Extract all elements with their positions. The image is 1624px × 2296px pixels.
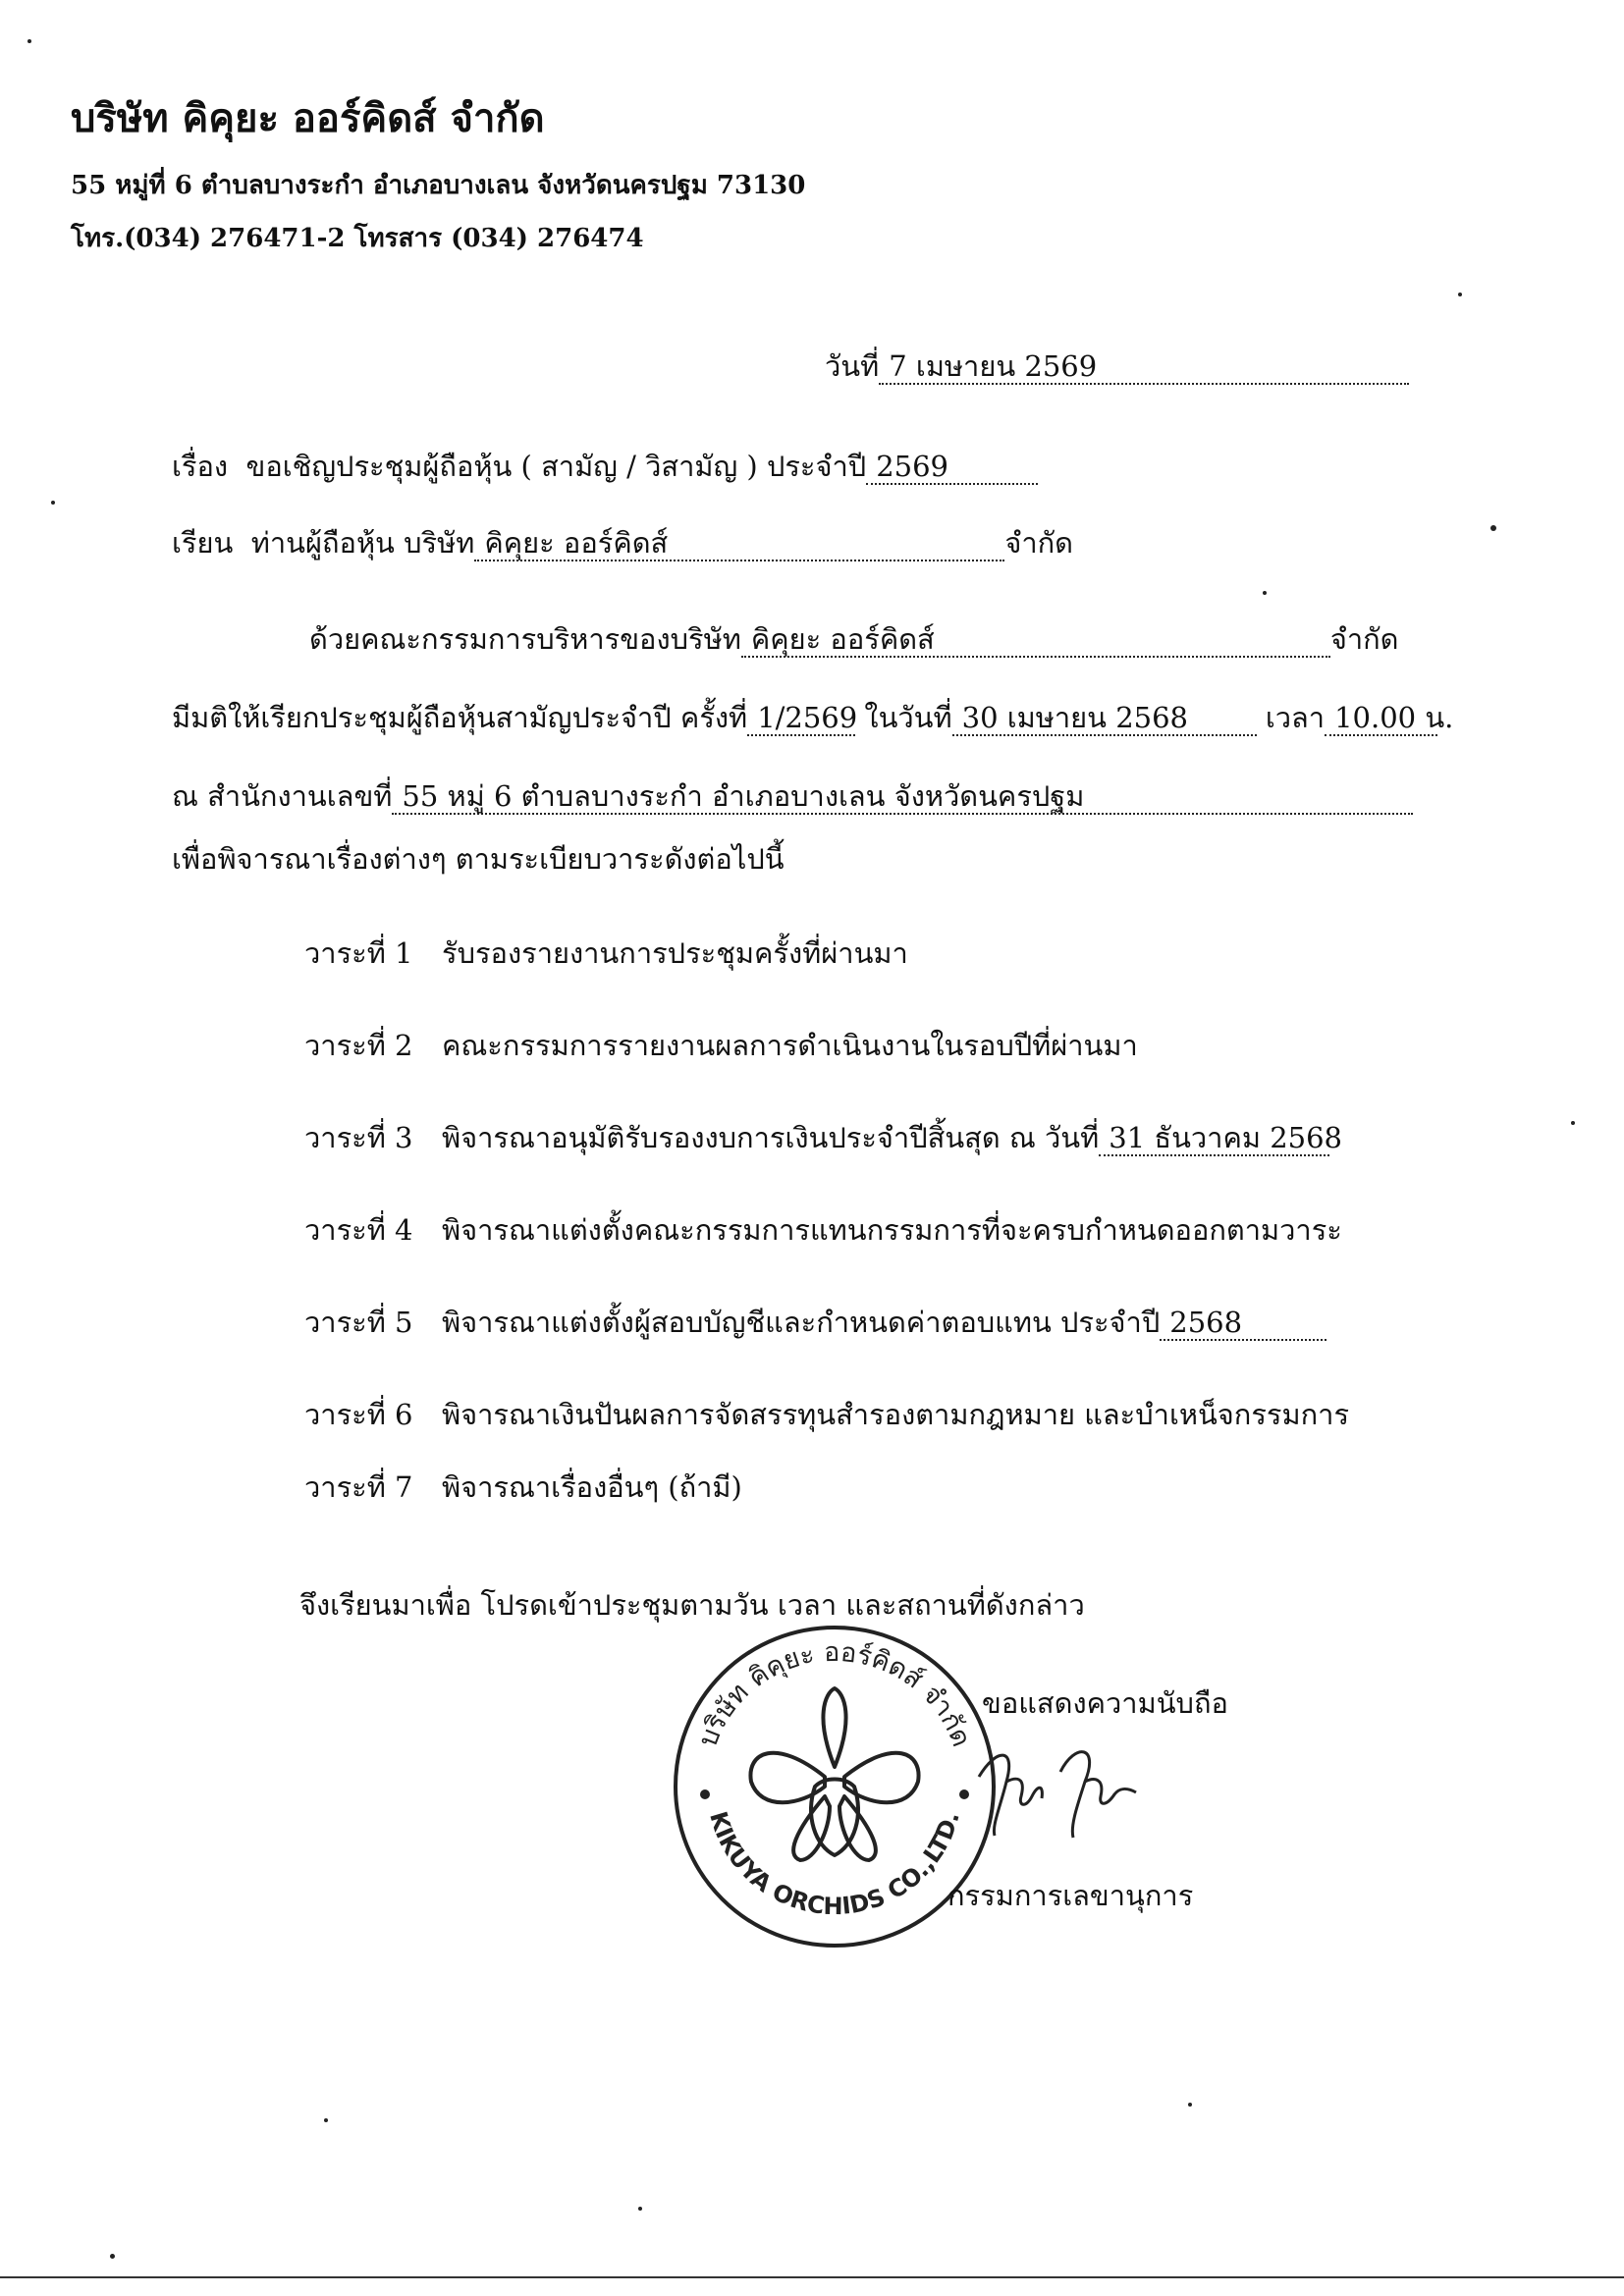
body-line-3 bbox=[172, 774, 1413, 819]
agenda-fill-value: 31 ธันวาคม 2568 bbox=[1099, 1122, 1329, 1156]
scan-speck bbox=[1490, 525, 1496, 531]
orchid-icon bbox=[750, 1688, 918, 1860]
agenda-number: วาระที่ 1 bbox=[304, 936, 413, 970]
recipient-label: เรียน bbox=[172, 526, 234, 560]
agenda-text: รับรองรายงานการประชุมครั้งที่ผ่านมา bbox=[442, 936, 908, 970]
body-line-1-prefix: ด้วยคณะกรรมการบริหารของบริษัท bbox=[309, 622, 741, 656]
subject-label: เรื่อง bbox=[172, 450, 229, 483]
agenda-number: วาระที่ 5 bbox=[304, 1306, 413, 1339]
agenda-item bbox=[304, 1207, 1342, 1253]
date-value: 7 เมษายน 2569 bbox=[879, 350, 1409, 385]
scan-speck bbox=[1571, 1121, 1575, 1125]
agenda-number: วาระที่ 2 bbox=[304, 1029, 413, 1062]
agenda-fill-value: 2568 bbox=[1160, 1307, 1326, 1341]
agenda-number: วาระที่ 4 bbox=[304, 1213, 413, 1247]
scan-speck bbox=[1263, 591, 1267, 595]
stamp-top-text: บริษัท คิคุยะ ออร์คิดส์ จำกัด bbox=[692, 1636, 977, 1751]
meeting-venue: 55 หมู่ 6 ตำบลบางระกำ อำเภอบางเลน จังหวัดนครปฐม bbox=[392, 780, 1413, 815]
meeting-date: 30 เมษายน 2568 bbox=[952, 702, 1257, 736]
agenda-item bbox=[304, 931, 908, 976]
meeting-time: 10.00 น. bbox=[1325, 702, 1437, 736]
signature-image bbox=[967, 1737, 1144, 1845]
body-company: คิคุยะ ออร์คิดส์ bbox=[741, 623, 1330, 658]
scan-speck bbox=[1458, 293, 1462, 296]
agenda-text: คณะกรรมการรายงานผลการดำเนินงานในรอบปีที่ผ่านมา bbox=[442, 1029, 1138, 1062]
company-address: 55 หมู่ที่ 6 ตำบลบางระกำ อำเภอบางเลน จังหวัดนครปฐม 73130 bbox=[71, 171, 806, 200]
scan-speck bbox=[1188, 2103, 1192, 2107]
recipient-company: คิคุยะ ออร์คิดส์ bbox=[474, 527, 1004, 561]
recipient-line bbox=[172, 520, 1073, 565]
agenda-item bbox=[304, 1465, 742, 1510]
scan-speck bbox=[110, 2254, 115, 2259]
scan-speck bbox=[324, 2118, 328, 2122]
closing-text: จึงเรียนมาเพื่อ โปรดเข้าประชุมตามวัน เวลา และสถานที่ดังกล่าว bbox=[299, 1588, 1085, 1622]
scan-speck bbox=[638, 2207, 642, 2211]
subject-text: ขอเชิญประชุมผู้ถือหุ้น ( สามัญ / วิสามัญ ) ประจำปี bbox=[245, 450, 867, 483]
body-line-2-prefix: มีมติให้เรียกประชุมผู้ถือหุ้นสามัญประจำปี ครั้งที่ bbox=[172, 701, 748, 734]
body-line-2 bbox=[172, 695, 1454, 740]
regards-text: ขอแสดงความนับถือ bbox=[982, 1686, 1228, 1720]
agenda-text: พิจารณาเรื่องอื่นๆ (ถ้ามี) bbox=[442, 1470, 742, 1504]
recipient-suffix: จำกัด bbox=[1004, 526, 1073, 560]
agenda-item bbox=[304, 1023, 1138, 1068]
meeting-date-label: ในวันที่ bbox=[864, 701, 952, 734]
company-contact: โทร.(034) 276471-2 โทรสาร (034) 276474 bbox=[71, 224, 644, 253]
stamp-bottom-text: KIKUYA ORCHIDS CO.,LTD. bbox=[704, 1808, 965, 1921]
agenda-number: วาระที่ 6 bbox=[304, 1398, 413, 1431]
body-line-1-suffix: จำกัด bbox=[1329, 622, 1399, 656]
date-line bbox=[825, 344, 1409, 389]
agenda-item bbox=[304, 1115, 1342, 1160]
company-name: บริษัท คิคุยะ ออร์คิดส์ จำกัด bbox=[71, 95, 545, 141]
scan-speck bbox=[27, 39, 31, 43]
agenda-number: วาระที่ 7 bbox=[304, 1470, 413, 1504]
recipient-text: ท่านผู้ถือหุ้น บริษัท bbox=[250, 526, 475, 560]
body-line-1 bbox=[309, 616, 1399, 662]
subject-year: 2569 bbox=[866, 451, 1038, 485]
agenda-text: พิจารณาเงินปันผลการจัดสรรทุนสำรองตามกฎหมาย และบำเหน็จกรรมการ bbox=[442, 1398, 1350, 1431]
signer-title: กรรมการเลขานุการ bbox=[947, 1879, 1194, 1912]
agenda-item bbox=[304, 1300, 1326, 1345]
subject-line bbox=[172, 444, 1038, 489]
meeting-number: 1/2569 bbox=[747, 702, 855, 736]
scan-edge-line bbox=[0, 2276, 1624, 2278]
body-line-4: เพื่อพิจารณาเรื่องต่างๆ ตามระเบียบวาระดังต่อไปนี้ bbox=[172, 842, 785, 876]
agenda-text: พิจารณาอนุมัติรับรองงบการเงินประจำปีสิ้นสุด ณ วันที่ bbox=[442, 1121, 1100, 1154]
meeting-time-label: เวลา bbox=[1265, 701, 1326, 734]
scan-speck bbox=[51, 501, 55, 505]
date-label: วันที่ bbox=[825, 349, 880, 383]
body-line-3-prefix: ณ สำนักงานเลขที่ bbox=[172, 779, 393, 813]
agenda-text: พิจารณาแต่งตั้งผู้สอบบัญชีและกำหนดค่าตอบแทน ประจำปี bbox=[442, 1306, 1161, 1339]
agenda-text: พิจารณาแต่งตั้งคณะกรรมการแทนกรรมการที่จะครบกำหนดออกตามวาระ bbox=[442, 1213, 1342, 1247]
agenda-item bbox=[304, 1392, 1349, 1437]
agenda-number: วาระที่ 3 bbox=[304, 1121, 413, 1154]
